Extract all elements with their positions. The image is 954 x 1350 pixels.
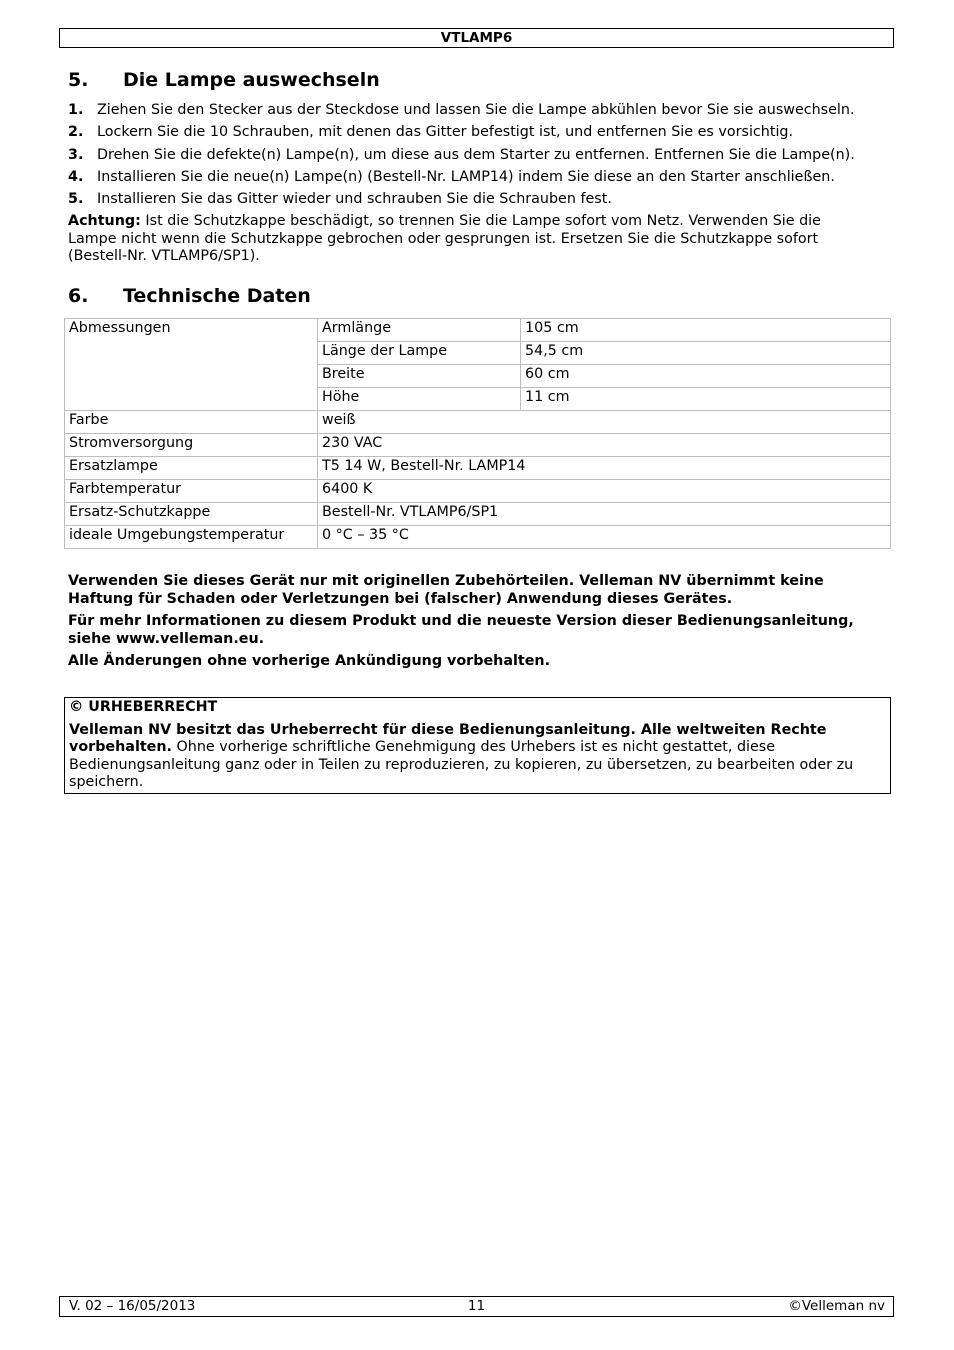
section-5-title	[68, 69, 380, 91]
step-number: 3.	[68, 146, 84, 163]
table-cell: Bestell-Nr. VTLAMP6/SP1	[318, 503, 891, 526]
table-cell: Armlänge	[318, 319, 521, 342]
table-row	[65, 434, 891, 457]
copyright-box	[64, 697, 891, 794]
table-row	[65, 503, 891, 526]
table-cell: 11 cm	[521, 388, 891, 411]
version-date: V. 02 – 16/05/2013	[69, 1298, 196, 1314]
table-cell: Breite	[318, 365, 521, 388]
step-text: Installieren Sie das Gitter wieder und schrauben Sie die Schrauben fest.	[97, 191, 612, 208]
section-6-heading: Technische Daten	[123, 285, 311, 307]
warning-text: Ist die Schutzkappe beschädigt, so trennen Sie die Lampe sofort vom Netz. Verwenden Sie die Lampe nicht wenn die Schutzkappe gebrochen oder gesprungen ist. Ersetzen Sie die Schutzkappe sofort (Bestell-Nr. VTLAMP6/SP1).	[68, 213, 821, 264]
list-item	[68, 123, 888, 145]
section-6-title	[68, 285, 311, 307]
warning-label: Achtung:	[68, 213, 141, 229]
step-number: 2.	[68, 124, 84, 141]
step-number: 1.	[68, 102, 84, 118]
table-cell: 6400 K	[318, 480, 891, 503]
table-cell: Länge der Lampe	[318, 342, 521, 365]
table-cell: 54,5 cm	[521, 342, 891, 365]
step-number: 4.	[68, 168, 84, 185]
more-info-notice: Für mehr Informationen zu diesem Produkt und die neueste Version dieser Bedienungsanleitung, siehe www.velleman.eu.	[68, 613, 854, 647]
table-cell: Höhe	[318, 388, 521, 411]
table-row	[65, 411, 891, 434]
copyright-body-text: Ohne vorherige schriftliche Genehmigung des Urhebers ist es nicht gestattet, diese Bedienungsanleitung ganz oder in Teilen zu reproduzieren, zu kopieren, zu übersetzen, zu bearbeiten oder zu speichern.	[69, 739, 854, 790]
page-footer	[59, 1296, 894, 1317]
page-number: 11	[467, 1298, 486, 1314]
copyright-bold-text: Velleman NV besitzt das Urheberrecht für diese Bedienungsanleitung. Alle weltweiten Rechte vorbehalten.	[69, 721, 827, 755]
warning-paragraph	[68, 213, 858, 266]
table-cell: Stromversorgung	[65, 434, 318, 457]
changes-notice: Alle Änderungen ohne vorherige Ankündigung vorbehalten.	[68, 653, 551, 669]
section-6-number: 6.	[68, 285, 89, 307]
table-cell: Farbe	[65, 411, 318, 434]
table-cell: Farbtemperatur	[65, 480, 318, 503]
step-text: Installieren Sie die neue(n) Lampe(n) (Bestell-Nr. LAMP14) indem Sie diese an den Starter anschließen.	[97, 168, 835, 185]
table-cell: Ersatzlampe	[65, 457, 318, 480]
table-cell: ideale Umgebungstemperatur	[65, 526, 318, 549]
step-text: Drehen Sie die defekte(n) Lampe(n), um diese aus dem Starter zu entfernen. Entfernen Sie die Lampe(n).	[97, 146, 855, 163]
table-cell: Ersatz-Schutzkappe	[65, 503, 318, 526]
copyright-text	[69, 722, 886, 792]
spec-table	[64, 318, 891, 549]
table-row	[65, 319, 891, 342]
table-cell: 105 cm	[521, 319, 891, 342]
table-row	[65, 480, 891, 503]
section-5-number: 5.	[68, 69, 89, 91]
model-name: VTLAMP6	[440, 30, 513, 46]
table-row	[65, 457, 891, 480]
table-cell: T5 14 W, Bestell-Nr. LAMP14	[318, 457, 891, 480]
step-text: Ziehen Sie den Stecker aus der Steckdose und lassen Sie die Lampe abkühlen bevor Sie sie auswechseln.	[97, 102, 855, 118]
table-cell: 0 °C – 35 °C	[318, 526, 891, 549]
table-cell: 60 cm	[521, 365, 891, 388]
list-item	[68, 168, 888, 190]
list-item	[68, 146, 888, 168]
table-cell: 230 VAC	[318, 434, 891, 457]
table-cell: Abmessungen	[65, 319, 318, 411]
copyright-heading: © URHEBERRECHT	[69, 699, 218, 715]
accessories-notice: Verwenden Sie dieses Gerät nur mit originellen Zubehörteilen. Velleman NV übernimmt keine Haftung für Schaden oder Verletzungen bei (falscher) Anwendung dieses Gerätes.	[68, 573, 824, 607]
table-row	[65, 526, 891, 549]
list-item	[68, 101, 888, 123]
replacement-steps	[68, 101, 888, 212]
copyright-brand: ©Velleman nv	[788, 1298, 885, 1314]
section-5-heading: Die Lampe auswechseln	[123, 69, 380, 91]
list-item	[68, 190, 888, 212]
step-number: 5.	[68, 191, 84, 208]
table-cell: weiß	[318, 411, 891, 434]
page-header	[59, 28, 894, 48]
step-text: Lockern Sie die 10 Schrauben, mit denen das Gitter befestigt ist, und entfernen Sie es vorsichtig.	[97, 124, 794, 141]
